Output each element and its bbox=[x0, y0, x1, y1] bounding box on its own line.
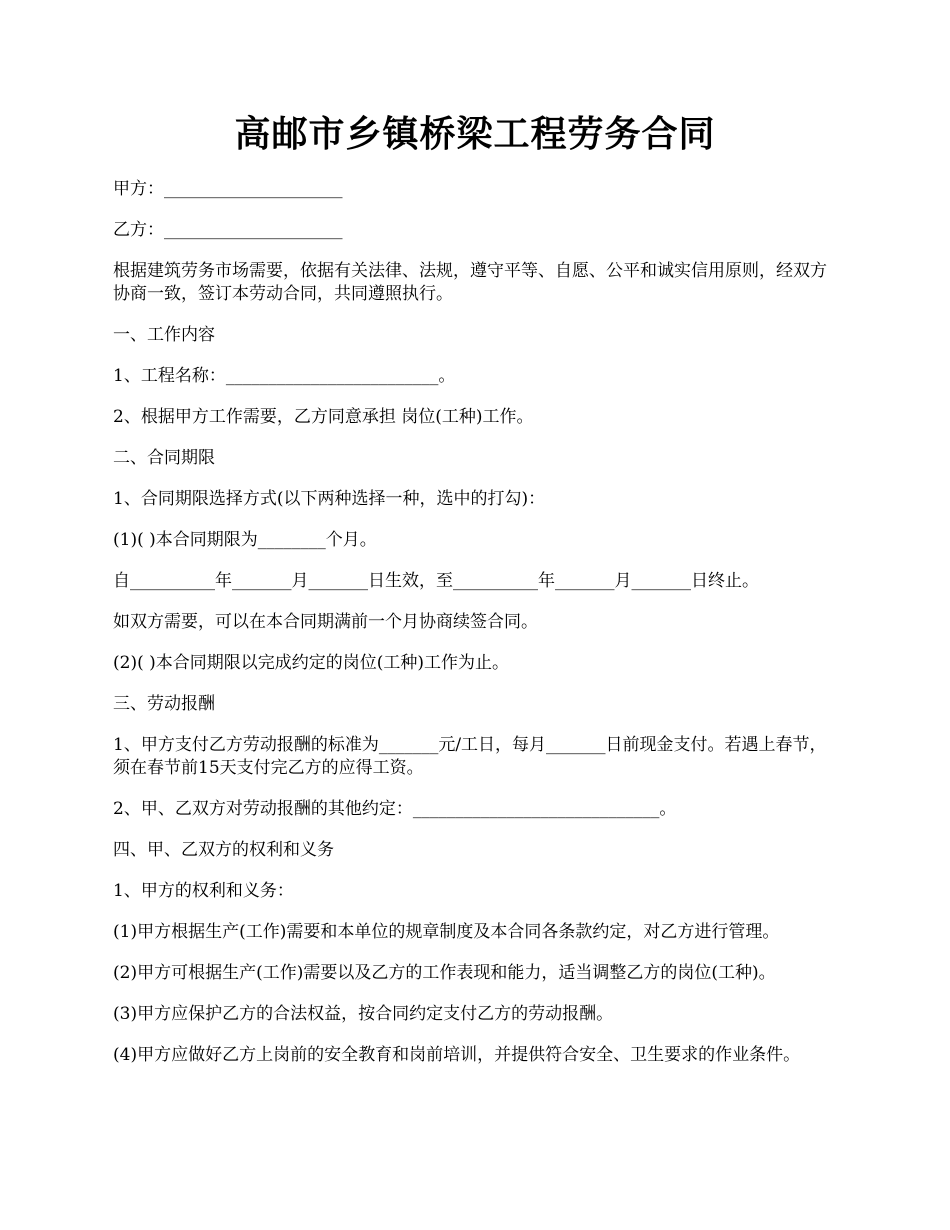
section-heading-remuneration: 三、劳动报酬 bbox=[113, 694, 215, 714]
clause-term-dates: 自__________年_______月_______日生效，至__________年_______月_______日终止。 bbox=[113, 571, 759, 591]
document-body bbox=[113, 178, 843, 1085]
clause-term-renewal: 如双方需要，可以在本合同期满前一个月协商续签合同。 bbox=[113, 612, 538, 632]
document-title: 高邮市乡镇桥梁工程劳务合同 bbox=[234, 113, 716, 155]
clause-party-a-item-2: (2)甲方可根据生产(工作)需要以及乙方的工作表现和能力，适当调整乙方的岗位(工种)。 bbox=[113, 963, 776, 983]
section-heading-rights-obligations: 四、甲、乙双方的权利和义务 bbox=[113, 840, 334, 860]
clause-pay-standard: 1、甲方支付乙方劳动报酬的标准为_______元/工日，每月_______日前现金支付。若遇上春节，须在春节前15天支付完乙方的应得工资。 bbox=[113, 735, 827, 778]
section-heading-work-content: 一、工作内容 bbox=[113, 325, 215, 345]
clause-pay-other: 2、甲、乙双方对劳动报酬的其他约定：_____________________________。 bbox=[113, 799, 677, 819]
clause-term-option-2: (2)( )本合同期限以完成约定的岗位(工种)工作为止。 bbox=[113, 653, 510, 673]
clause-party-a-rights: 1、甲方的权利和义务： bbox=[113, 881, 294, 901]
clause-party-a-item-1: (1)甲方根据生产(工作)需要和本单位的规章制度及本合同各条款约定，对乙方进行管理。 bbox=[113, 922, 780, 942]
clause-project-name: 1、工程名称：_________________________。 bbox=[113, 366, 456, 386]
clause-term-selection: 1、合同期限选择方式(以下两种选择一种，选中的打勾)： bbox=[113, 489, 546, 509]
clause-term-option-1: (1)( )本合同期限为________个月。 bbox=[113, 530, 377, 550]
clause-job-position: 2、根据甲方工作需要，乙方同意承担 岗位(工种)工作。 bbox=[113, 407, 534, 427]
section-heading-contract-term: 二、合同期限 bbox=[113, 448, 215, 468]
party-a-line: 甲方：_____________________ bbox=[113, 179, 343, 199]
preamble-paragraph: 根据建筑劳务市场需要，依据有关法律、法规，遵守平等、自愿、公平和诚实信用原则，经双方协商一致，签订本劳动合同，共同遵照执行。 bbox=[113, 261, 827, 304]
clause-party-a-item-3: (3)甲方应保护乙方的合法权益，按合同约定支付乙方的劳动报酬。 bbox=[113, 1004, 614, 1024]
party-b-line: 乙方：_____________________ bbox=[113, 220, 343, 240]
clause-party-a-item-4: (4)甲方应做好乙方上岗前的安全教育和岗前培训，并提供符合安全、卫生要求的作业条件。 bbox=[113, 1045, 801, 1065]
